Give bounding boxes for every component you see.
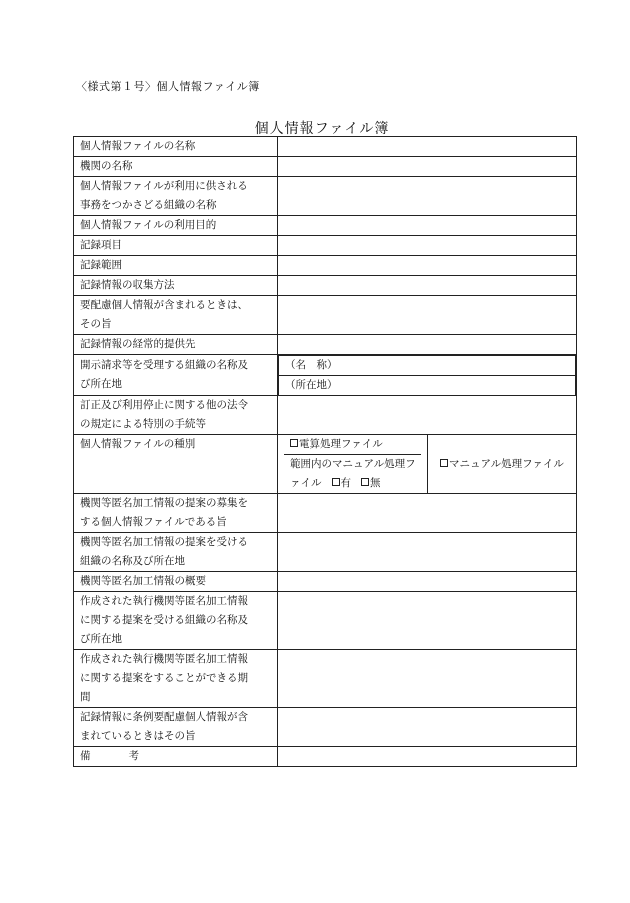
- table-row: [74, 494, 577, 533]
- remarks-label: 備 考: [74, 747, 278, 767]
- value-cell[interactable]: [278, 650, 577, 708]
- row-label: 機関等匿名加工情報の提案を受ける 組織の名称及び所在地: [74, 533, 278, 572]
- table-row: [74, 355, 577, 396]
- value-cell[interactable]: [278, 177, 577, 216]
- no-checkbox[interactable]: [361, 478, 369, 486]
- table-row: [74, 157, 577, 177]
- value-cell[interactable]: [278, 137, 577, 157]
- row-label: 機関等匿名加工情報の概要: [74, 572, 278, 592]
- register-table: [73, 136, 577, 767]
- table-row: [74, 216, 577, 236]
- table-row: [74, 177, 577, 216]
- value-cell[interactable]: [278, 157, 577, 177]
- table-row: [74, 533, 577, 572]
- row-label: 記録範囲: [74, 256, 278, 276]
- value-cell[interactable]: [278, 494, 577, 533]
- row-label: 記録情報に条例要配慮個人情報が含 まれているときはその旨: [74, 708, 278, 747]
- value-cell[interactable]: [278, 708, 577, 747]
- table-row: [74, 747, 577, 767]
- row-label: 記録情報の収集方法: [74, 276, 278, 296]
- table-row: [74, 236, 577, 256]
- manual-checkbox[interactable]: [440, 459, 448, 467]
- row-label: 個人情報ファイルの利用目的: [74, 216, 278, 236]
- row-label: 個人情報ファイルの名称: [74, 137, 278, 157]
- value-cell[interactable]: [278, 572, 577, 592]
- table-row: [74, 650, 577, 708]
- row-label: 開示請求等を受理する組織の名称及 び所在地: [74, 355, 278, 396]
- form-number-label: 〈様式第１号〉個人情報ファイル簿: [76, 80, 260, 93]
- electronic-file-cell: 電算処理ファイル 範囲内のマニュアル処理フ ァイル 有 無: [278, 435, 428, 494]
- table-row: [74, 572, 577, 592]
- row-label: 個人情報ファイルの種別: [74, 435, 278, 494]
- value-cell[interactable]: [278, 296, 577, 335]
- row-label: 記録項目: [74, 236, 278, 256]
- table-row: [74, 137, 577, 157]
- value-cell[interactable]: [278, 396, 577, 435]
- table-row: [74, 592, 577, 650]
- value-cell[interactable]: [278, 592, 577, 650]
- value-cell[interactable]: [278, 236, 577, 256]
- yes-checkbox[interactable]: [332, 478, 340, 486]
- office-name-field[interactable]: （名 称）: [279, 356, 576, 376]
- office-address-field[interactable]: （所在地）: [279, 376, 576, 396]
- value-cell[interactable]: [278, 276, 577, 296]
- value-cell[interactable]: [278, 256, 577, 276]
- remarks-field[interactable]: [278, 747, 577, 767]
- table-row: [74, 435, 577, 494]
- row-label: 訂正及び利用停止に関する他の法令 の規定による特別の手続等: [74, 396, 278, 435]
- table-row: [74, 335, 577, 355]
- table-row: [74, 276, 577, 296]
- electronic-checkbox[interactable]: [290, 439, 298, 447]
- value-cell[interactable]: [278, 335, 577, 355]
- table-row: [74, 708, 577, 747]
- manual-file-cell: マニュアル処理ファイル: [428, 435, 577, 494]
- row-label: 要配慮個人情報が含まれるときは、 その旨: [74, 296, 278, 335]
- table-row: [74, 256, 577, 276]
- table-row: [74, 396, 577, 435]
- table-row: [74, 296, 577, 335]
- document-title: 個人情報ファイル簿: [254, 121, 390, 137]
- row-label: 機関等匿名加工情報の提案の募集を する個人情報ファイルである旨: [74, 494, 278, 533]
- value-cell[interactable]: [278, 533, 577, 572]
- row-label: 作成された執行機関等匿名加工情報 に関する提案を受ける組織の名称及 び所在地: [74, 592, 278, 650]
- disclosure-office-cell: [278, 355, 577, 396]
- value-cell[interactable]: [278, 216, 577, 236]
- row-label: 作成された執行機関等匿名加工情報 に関する提案をすることができる期 間: [74, 650, 278, 708]
- row-label: 個人情報ファイルが利用に供される 事務をつかさどる組織の名称: [74, 177, 278, 216]
- row-label: 記録情報の経常的提供先: [74, 335, 278, 355]
- row-label: 機関の名称: [74, 157, 278, 177]
